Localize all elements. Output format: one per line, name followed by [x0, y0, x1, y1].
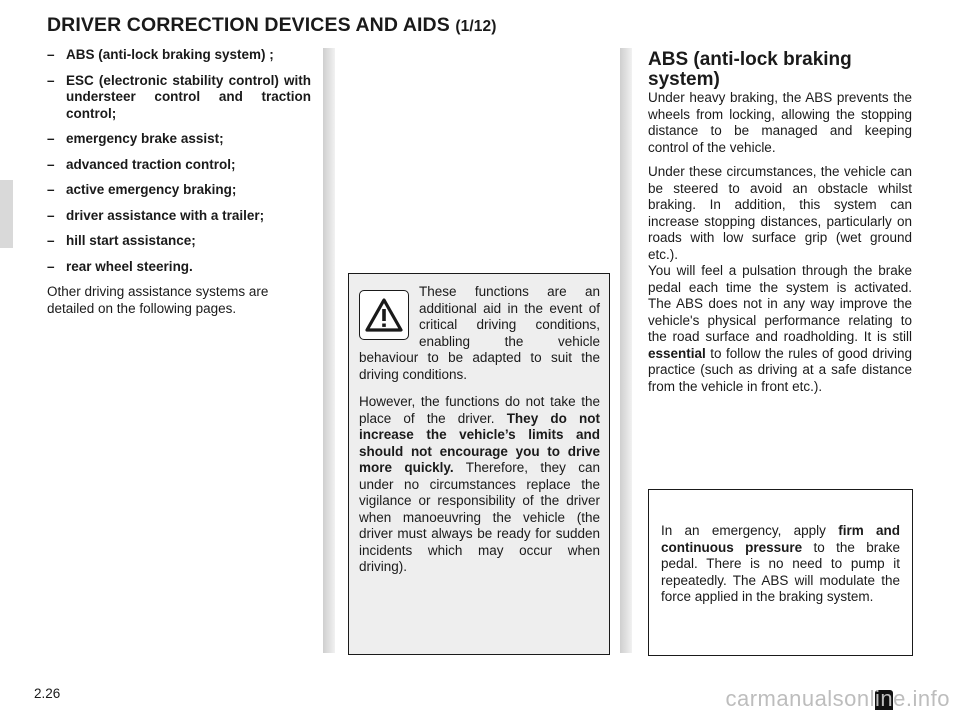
- feature-list: [47, 47, 311, 275]
- abs-emphasis: essential: [648, 345, 706, 361]
- note-emphasis: firm and continuous pressure: [661, 523, 900, 555]
- list-item: [47, 73, 311, 123]
- list-dash: –: [47, 207, 55, 223]
- title-text: DRIVER CORRECTION DEVICES AND AIDS: [47, 14, 450, 36]
- watermark: carmanualsonline.info: [725, 686, 950, 711]
- page-number: 2.26: [34, 686, 61, 701]
- abs-text: You will feel a pulsation through the brake pedal each time the system is activated. The ABS does not in any way improve the vehicle's physical performance relating to the road surface and roadholding. It is still: [648, 263, 912, 344]
- list-item: [47, 157, 311, 174]
- warning-text: Therefore, they can under no circumstances replace the vigilance or responsibility of the driver when manoeuvring the vehicle (the driver must always be ready for sudden incidents which may occur when driving).: [359, 460, 601, 574]
- abs-text: to follow the rules of good driving practice (such as driving at a safe distance from the vehicle in front etc.).: [648, 345, 912, 394]
- list-item-text: hill start assistance;: [66, 233, 196, 248]
- warning-paragraph-1: These functions are an additional aid in the event of critical driving conditions, enabling the vehicle behaviour to be adapted to suit the driving conditions.: [359, 284, 600, 382]
- page-title: [47, 14, 496, 37]
- chapter-tab: [0, 180, 13, 248]
- list-item: [47, 131, 311, 148]
- column-divider: [620, 48, 632, 653]
- note-box: [648, 489, 913, 656]
- column-divider: [323, 48, 335, 653]
- warning-text: However, the functions do not take the place of the driver.: [359, 394, 600, 426]
- note-text: [661, 523, 900, 606]
- list-dash: –: [47, 156, 55, 172]
- section-heading: ABS (anti-lock braking system): [648, 49, 852, 90]
- abs-paragraph-3: [648, 263, 912, 395]
- list-dash: –: [47, 258, 55, 274]
- right-column: [648, 50, 912, 403]
- list-item: [47, 182, 311, 199]
- list-item-text: driver assistance with a trailer;: [66, 207, 265, 223]
- title-part-indicator: (1/12): [455, 18, 497, 35]
- list-item: [47, 233, 311, 250]
- list-dash: –: [47, 72, 55, 88]
- list-item-text: advanced traction control;: [66, 156, 236, 172]
- list-item-text: emergency brake assist;: [66, 131, 224, 146]
- list-item-text: ABS (anti-lock braking system) ;: [66, 47, 274, 62]
- left-column: [47, 47, 311, 317]
- warning-triangle-icon: [359, 290, 409, 340]
- warning-paragraph-2: [359, 394, 600, 576]
- list-dash: –: [47, 131, 55, 146]
- list-item: [47, 259, 311, 276]
- list-item: [47, 208, 311, 225]
- list-dash: –: [47, 182, 55, 197]
- note-text-end: to the brake pedal. There is no need to pump it repeatedly. The ABS will modulate the force applied in the braking system.: [661, 539, 900, 604]
- list-item-text: ESC (electronic stability control) with understeer control and traction control;: [66, 72, 311, 121]
- list-dash: –: [47, 233, 55, 248]
- abs-paragraph-2: Under these circumstances, the vehicle can be steered to avoid an obstacle whilst braking. In addition, this system can increase stopping distances, particularly on roads with low surface grip (wet ground etc.).: [648, 164, 912, 262]
- warning-emphasis: They do not increase the vehicle’s limits and should not encourage you to drive more quickly.: [359, 410, 600, 475]
- other-systems-note: Other driving assistance systems are detailed on the following pages.: [47, 284, 269, 316]
- note-text-start: In an emergency, apply: [661, 523, 839, 538]
- warning-box: [348, 273, 610, 655]
- abs-paragraph-1: Under heavy braking, the ABS prevents the wheels from locking, allowing the stopping distance to be managed and keeping control of the vehicle.: [648, 90, 912, 155]
- list-item-text: active emergency braking;: [66, 182, 237, 197]
- list-dash: –: [47, 47, 55, 62]
- list-item-text: rear wheel steering.: [66, 258, 193, 274]
- list-item: [47, 47, 311, 64]
